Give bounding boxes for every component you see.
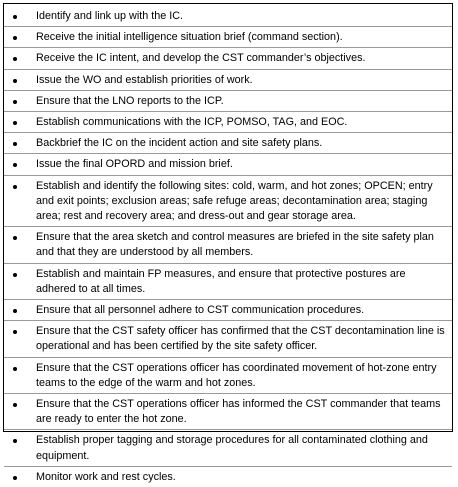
list-item-text: Receive the initial intelligence situation brief (command section). xyxy=(36,31,343,44)
bullet-icon xyxy=(13,15,17,19)
bullet-icon xyxy=(13,367,17,371)
list-item-text: Ensure that the area sketch and control measures are briefed in the site safety plan and that they are understood by all members. xyxy=(36,231,434,259)
list-item xyxy=(4,91,452,112)
list-item-text: Establish and maintain FP measures, and ensure that protective postures are adhered to at all times. xyxy=(36,267,406,295)
bullet-icon xyxy=(13,121,17,125)
list-item xyxy=(4,394,452,430)
bullet-icon xyxy=(13,79,17,83)
bullet-icon xyxy=(13,185,17,189)
bullet-icon xyxy=(13,100,17,104)
bullet-icon xyxy=(13,236,17,240)
bullet-icon xyxy=(13,163,17,167)
checklist-box xyxy=(3,3,453,483)
checklist xyxy=(4,4,452,487)
list-item xyxy=(4,133,452,154)
list-item xyxy=(4,430,452,466)
list-item xyxy=(4,467,452,487)
list-item-text: Ensure that all personnel adhere to CST communication procedures. xyxy=(36,304,365,317)
list-item xyxy=(4,6,452,27)
list-item xyxy=(4,321,452,357)
list-item xyxy=(4,264,452,300)
list-item-text: Backbrief the IC on the incident action and site safety plans. xyxy=(36,137,323,150)
list-item-text: Receive the IC intent, and develop the CST commander’s objectives. xyxy=(36,52,366,65)
list-item xyxy=(4,48,452,69)
list-item xyxy=(4,358,452,394)
bullet-icon xyxy=(13,273,17,277)
list-item-text: Establish communications with the ICP, POMSO, TAG, and EOC. xyxy=(36,116,348,129)
bullet-icon xyxy=(13,57,17,61)
bullet-icon xyxy=(13,142,17,146)
bullet-icon xyxy=(13,476,17,480)
list-item-text: Establish and identify the following sites: cold, warm, and hot zones; OPCEN; entry and exit points; exclusion areas; safe refuge areas; decontamination area; staging area; rest and recovery area; and dress-out and gear storage area. xyxy=(36,179,433,223)
list-item xyxy=(4,27,452,48)
list-item-text: Establish proper tagging and storage procedures for all contaminated clothing and equipment. xyxy=(36,434,428,462)
bullet-icon xyxy=(13,36,17,40)
list-item xyxy=(4,154,452,175)
list-item xyxy=(4,300,452,321)
bullet-icon xyxy=(13,403,17,407)
list-item-text: Ensure that the CST operations officer has coordinated movement of hot-zone entry teams to the edge of the warm and hot zones. xyxy=(36,361,437,389)
list-item xyxy=(4,112,452,133)
bullet-icon xyxy=(13,439,17,443)
bullet-icon xyxy=(13,309,17,313)
bullet-icon xyxy=(13,330,17,334)
list-item-text: Issue the final OPORD and mission brief. xyxy=(36,158,233,171)
list-item-text: Issue the WO and establish priorities of work. xyxy=(36,73,253,86)
list-item xyxy=(4,70,452,91)
list-item-text: Ensure that the CST safety officer has confirmed that the CST decontamination line is operational and has been certified by the site safety officer. xyxy=(36,325,445,353)
list-item-text: Ensure that the LNO reports to the ICP. xyxy=(36,94,224,107)
list-item-text: Monitor work and rest cycles. xyxy=(36,470,176,483)
list-item-text: Ensure that the CST operations officer has informed the CST commander that teams are ready to enter the hot zone. xyxy=(36,398,441,426)
list-item xyxy=(4,176,452,228)
list-item xyxy=(4,227,452,263)
list-item-text: Identify and link up with the IC. xyxy=(36,10,184,22)
